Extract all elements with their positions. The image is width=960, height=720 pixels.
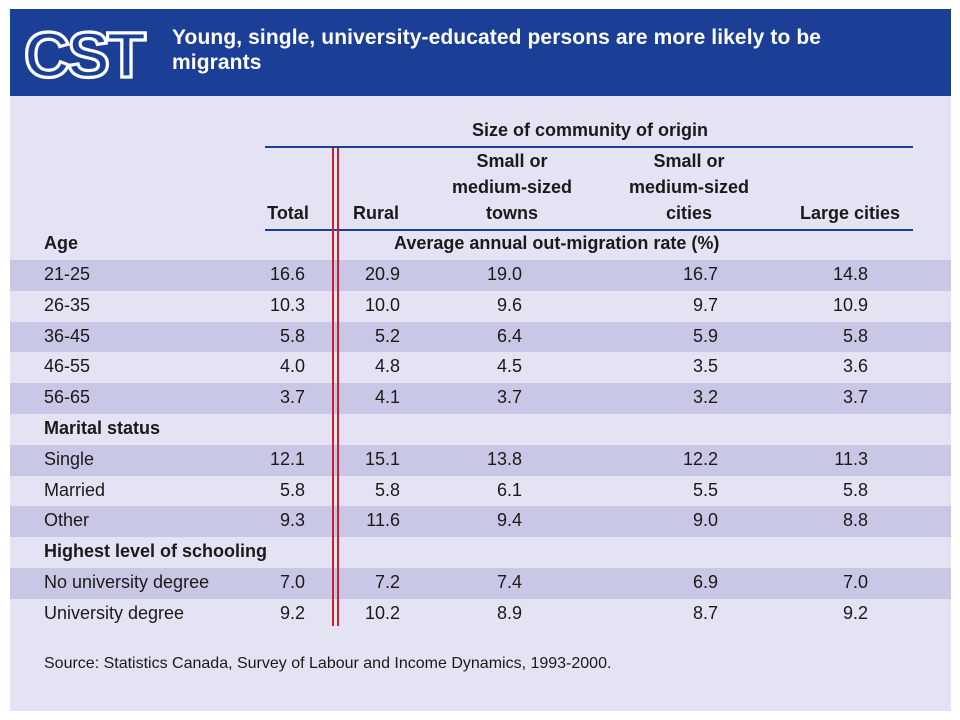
table-cell-value: 6.9	[692, 572, 718, 592]
row-label: Other	[44, 510, 90, 531]
row-label: Married	[44, 479, 106, 500]
column-header-line: medium-sized	[628, 177, 750, 197]
column-header-line: Small or	[653, 151, 725, 171]
table-cell-value: 6.4	[496, 325, 522, 346]
table-cell-value: 9.2	[279, 602, 305, 623]
units-label: Average annual out-migration rate (%)	[394, 233, 720, 253]
table-cell-value: 5.8	[279, 325, 305, 346]
column-header-line: cities	[665, 203, 713, 223]
row-label: Single	[44, 448, 95, 469]
table-cell-value: 4.5	[496, 356, 522, 377]
row-label: 56-65	[44, 387, 91, 408]
table-cell-value: 14.8	[832, 264, 868, 284]
column-divider	[332, 148, 334, 626]
table-cell-value: 7.2	[374, 572, 400, 592]
table-cell-value: 16.6	[269, 264, 305, 284]
table-cell-value: 10.3	[269, 294, 305, 315]
table-cell-value: 13.8	[486, 448, 522, 469]
table-cell-value: 6.1	[496, 479, 522, 500]
group-header: Size of community of origin	[471, 120, 708, 140]
column-header-line: Large cities	[799, 203, 901, 223]
table-cell-value: 5.8	[842, 479, 868, 500]
column-header-rule	[265, 229, 913, 231]
column-header-line: Rural	[352, 203, 399, 223]
cst-logo	[22, 23, 154, 85]
table-cell-value: 4.8	[374, 356, 400, 377]
table-cell-value: 5.8	[374, 479, 400, 500]
table-cell-value: 12.1	[269, 448, 305, 469]
table-cell-value: 9.7	[692, 294, 718, 315]
table-cell-value: 8.8	[842, 510, 868, 531]
table-cell-value: 7.4	[496, 572, 522, 592]
table-cell-value: 5.9	[692, 325, 718, 346]
row-label: 36-45	[44, 325, 91, 346]
table-cell-value: 8.7	[692, 602, 718, 623]
table-cell-value: 9.4	[496, 510, 522, 531]
table-cell-value: 11.3	[834, 448, 868, 469]
column-divider	[337, 148, 339, 626]
table-cell-value: 9.2	[842, 602, 868, 623]
table-cell-value: 3.7	[279, 387, 305, 408]
column-header-line: Small or	[476, 151, 548, 171]
section-label: Age	[44, 233, 79, 253]
svg-text:CST: CST	[24, 23, 143, 85]
row-label: 21-25	[44, 264, 91, 284]
row-label: University degree	[44, 602, 185, 623]
table-cell-value: 5.8	[279, 479, 305, 500]
section-label: Highest level of schooling	[44, 541, 268, 562]
table-cell-value: 3.2	[692, 387, 718, 408]
table-cell-value: 3.7	[496, 387, 522, 408]
table-cell-value: 11.6	[366, 510, 400, 531]
table-cell-value: 3.7	[842, 387, 868, 408]
table-cell-value: 9.0	[692, 510, 718, 531]
row-label: 26-35	[44, 294, 91, 315]
table-cell-value: 3.5	[692, 356, 718, 377]
row-label: No university degree	[44, 572, 210, 592]
column-header-line: towns	[486, 203, 538, 223]
table-cell-value: 10.9	[832, 294, 868, 315]
table-cell-value: 10.2	[364, 602, 400, 623]
table-figure	[10, 9, 951, 711]
table-cell-value: 15.1	[364, 448, 400, 469]
table-cell-value: 19.0	[486, 264, 522, 284]
table-cell-value: 10.0	[364, 294, 400, 315]
table-cell-value: 5.8	[842, 325, 868, 346]
group-header-rule	[265, 146, 913, 148]
column-header-line: Total	[267, 203, 309, 223]
source-note: Source: Statistics Canada, Survey of Labour and Income Dynamics, 1993-2000.	[44, 655, 612, 672]
table-cell-value: 4.0	[279, 356, 305, 377]
table-cell-value: 9.3	[279, 510, 305, 531]
table-cell-value: 16.7	[682, 264, 718, 284]
table-cell-value: 7.0	[842, 572, 868, 592]
table-cell-value: 12.2	[682, 448, 718, 469]
table-cell-value: 5.5	[692, 479, 718, 500]
table-cell-value: 4.1	[374, 387, 400, 408]
section-label: Marital status	[44, 418, 161, 438]
table-cell-value: 20.9	[364, 264, 400, 284]
table-cell-value: 5.2	[374, 325, 400, 346]
column-header-line: medium-sized	[451, 177, 573, 197]
table-cell-value: 7.0	[279, 572, 305, 592]
figure-title: Young, single, university-educated persons are more likely to be migrants	[172, 26, 822, 74]
figure-header	[10, 9, 951, 96]
table-cell-value: 8.9	[496, 602, 522, 623]
table-cell-value: 9.6	[496, 294, 522, 315]
row-label: 46-55	[44, 356, 91, 377]
table-cell-value: 3.6	[842, 356, 868, 377]
